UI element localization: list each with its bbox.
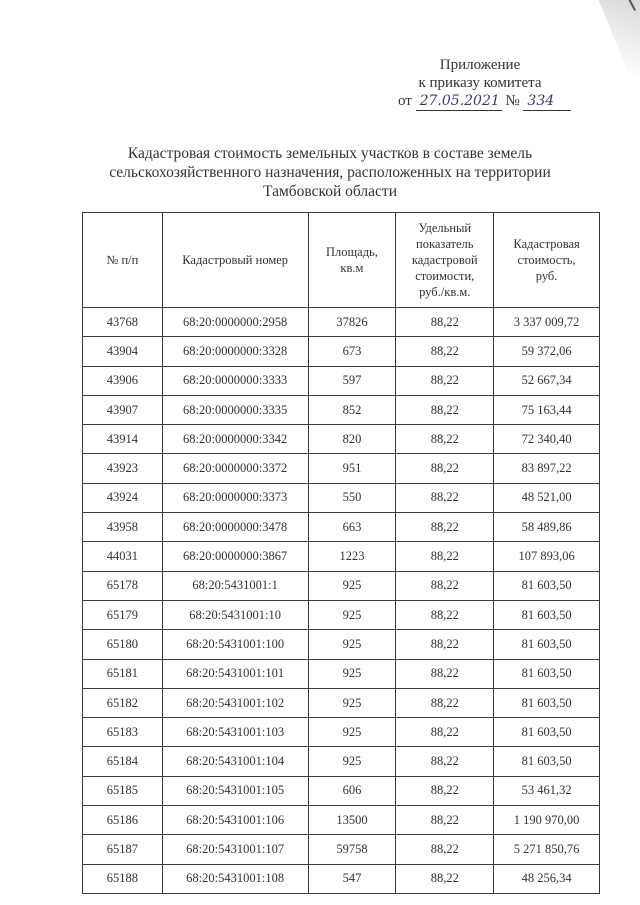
cell-area: 59758 bbox=[308, 835, 396, 864]
cell-num: 65186 bbox=[83, 806, 163, 835]
order-date: 27.05.2021 bbox=[416, 92, 502, 111]
order-number: 334 bbox=[523, 92, 571, 111]
cell-cadastral: 68:20:5431001:10 bbox=[162, 600, 308, 629]
table-row bbox=[83, 600, 600, 629]
cell-cost: 72 340,40 bbox=[494, 425, 600, 454]
cell-specific: 88,22 bbox=[396, 483, 494, 512]
cell-num: 65185 bbox=[83, 776, 163, 805]
cell-num: 43958 bbox=[83, 513, 163, 542]
cell-specific: 88,22 bbox=[396, 806, 494, 835]
cell-num: 43906 bbox=[83, 366, 163, 395]
title-line-3: Тамбовской области bbox=[263, 183, 397, 200]
cell-cost: 58 489,86 bbox=[494, 513, 600, 542]
header-cadastral: Кадастровый номер bbox=[162, 213, 308, 308]
cell-cost: 81 603,50 bbox=[494, 718, 600, 747]
cell-cost: 3 337 009,72 bbox=[494, 308, 600, 337]
cell-cost: 52 667,34 bbox=[494, 366, 600, 395]
table-row bbox=[83, 366, 600, 395]
cell-cadastral: 68:20:0000000:3333 bbox=[162, 366, 308, 395]
cell-num: 43914 bbox=[83, 425, 163, 454]
cell-area: 606 bbox=[308, 776, 396, 805]
cell-specific: 88,22 bbox=[396, 425, 494, 454]
cell-cadastral: 68:20:0000000:3342 bbox=[162, 425, 308, 454]
cell-specific: 88,22 bbox=[396, 659, 494, 688]
table-row bbox=[83, 395, 600, 424]
cell-cadastral: 68:20:5431001:102 bbox=[162, 688, 308, 717]
cell-cadastral: 68:20:5431001:100 bbox=[162, 630, 308, 659]
cell-specific: 88,22 bbox=[396, 600, 494, 629]
cell-area: 925 bbox=[308, 718, 396, 747]
cell-specific: 88,22 bbox=[396, 864, 494, 893]
cell-cost: 5 271 850,76 bbox=[494, 835, 600, 864]
cell-cadastral: 68:20:0000000:2958 bbox=[162, 308, 308, 337]
table-row bbox=[83, 454, 600, 483]
cell-cost: 48 521,00 bbox=[494, 483, 600, 512]
cell-area: 597 bbox=[308, 366, 396, 395]
cell-area: 925 bbox=[308, 747, 396, 776]
cell-cost: 81 603,50 bbox=[494, 600, 600, 629]
cell-num: 65180 bbox=[83, 630, 163, 659]
cell-cadastral: 68:20:5431001:103 bbox=[162, 718, 308, 747]
cell-cadastral: 68:20:5431001:106 bbox=[162, 806, 308, 835]
cell-cadastral: 68:20:0000000:3478 bbox=[162, 513, 308, 542]
cell-num: 65178 bbox=[83, 571, 163, 600]
header-area: Площадь, кв.м bbox=[308, 213, 396, 308]
cell-area: 925 bbox=[308, 659, 396, 688]
cell-specific: 88,22 bbox=[396, 688, 494, 717]
cell-num: 43907 bbox=[83, 395, 163, 424]
cell-area: 37826 bbox=[308, 308, 396, 337]
cell-specific: 88,22 bbox=[396, 776, 494, 805]
cell-specific: 88,22 bbox=[396, 718, 494, 747]
cell-specific: 88,22 bbox=[396, 308, 494, 337]
document-title bbox=[90, 144, 570, 201]
cell-cadastral: 68:20:5431001:101 bbox=[162, 659, 308, 688]
table-row bbox=[83, 747, 600, 776]
table-row bbox=[83, 513, 600, 542]
table-row bbox=[83, 864, 600, 893]
table-row bbox=[83, 425, 600, 454]
table-row bbox=[83, 806, 600, 835]
cell-cost: 81 603,50 bbox=[494, 688, 600, 717]
order-line bbox=[380, 92, 580, 111]
cell-specific: 88,22 bbox=[396, 513, 494, 542]
header-specific: Удельный показатель кадастровой стоимости, руб./кв.м. bbox=[396, 213, 494, 308]
cell-cost: 107 893,06 bbox=[494, 542, 600, 571]
cell-num: 43904 bbox=[83, 337, 163, 366]
cell-specific: 88,22 bbox=[396, 835, 494, 864]
order-number-label: № bbox=[505, 93, 520, 109]
cell-num: 43768 bbox=[83, 308, 163, 337]
cell-area: 925 bbox=[308, 630, 396, 659]
title-line-2: сельскохозяйственного назначения, расположенных на территории bbox=[109, 164, 551, 181]
cell-cadastral: 68:20:0000000:3335 bbox=[162, 395, 308, 424]
table-row bbox=[83, 718, 600, 747]
cell-specific: 88,22 bbox=[396, 571, 494, 600]
cell-area: 820 bbox=[308, 425, 396, 454]
appendix-order-ref: к приказу комитета bbox=[418, 75, 542, 91]
cell-area: 547 bbox=[308, 864, 396, 893]
table-row bbox=[83, 688, 600, 717]
cell-cost: 48 256,34 bbox=[494, 864, 600, 893]
cell-cadastral: 68:20:0000000:3373 bbox=[162, 483, 308, 512]
cell-area: 1223 bbox=[308, 542, 396, 571]
cell-area: 673 bbox=[308, 337, 396, 366]
cell-cadastral: 68:20:0000000:3328 bbox=[162, 337, 308, 366]
cell-specific: 88,22 bbox=[396, 630, 494, 659]
title-line-1: Кадастровая стоимость земельных участков в составе земель bbox=[127, 145, 533, 162]
cell-cadastral: 68:20:0000000:3867 bbox=[162, 542, 308, 571]
header-num: № п/п bbox=[83, 213, 163, 308]
cell-specific: 88,22 bbox=[396, 454, 494, 483]
cell-area: 550 bbox=[308, 483, 396, 512]
cell-num: 65181 bbox=[83, 659, 163, 688]
cell-specific: 88,22 bbox=[396, 337, 494, 366]
cell-cost: 81 603,50 bbox=[494, 659, 600, 688]
cell-num: 65184 bbox=[83, 747, 163, 776]
cell-cadastral: 68:20:5431001:1 bbox=[162, 571, 308, 600]
appendix-title: Приложение bbox=[439, 57, 521, 73]
cell-area: 951 bbox=[308, 454, 396, 483]
cell-specific: 88,22 bbox=[396, 747, 494, 776]
table-header-row bbox=[83, 213, 600, 308]
cell-num: 65183 bbox=[83, 718, 163, 747]
cell-cost: 83 897,22 bbox=[494, 454, 600, 483]
cell-num: 43923 bbox=[83, 454, 163, 483]
cell-cost: 59 372,06 bbox=[494, 337, 600, 366]
order-prefix: от bbox=[398, 93, 412, 109]
cell-cadastral: 68:20:5431001:108 bbox=[162, 864, 308, 893]
cell-specific: 88,22 bbox=[396, 542, 494, 571]
table-row bbox=[83, 835, 600, 864]
table-row bbox=[83, 483, 600, 512]
cell-specific: 88,22 bbox=[396, 366, 494, 395]
cell-num: 43924 bbox=[83, 483, 163, 512]
cell-area: 852 bbox=[308, 395, 396, 424]
cell-cost: 81 603,50 bbox=[494, 630, 600, 659]
header-cost: Кадастровая стоимость, руб. bbox=[494, 213, 600, 308]
cell-area: 925 bbox=[308, 600, 396, 629]
cell-cost: 53 461,32 bbox=[494, 776, 600, 805]
cell-area: 663 bbox=[308, 513, 396, 542]
cell-num: 65179 bbox=[83, 600, 163, 629]
cell-cadastral: 68:20:5431001:104 bbox=[162, 747, 308, 776]
cell-area: 13500 bbox=[308, 806, 396, 835]
cell-cadastral: 68:20:5431001:107 bbox=[162, 835, 308, 864]
table-row bbox=[83, 571, 600, 600]
table-row bbox=[83, 542, 600, 571]
cell-num: 65182 bbox=[83, 688, 163, 717]
cadastral-table bbox=[82, 212, 600, 894]
cell-num: 65188 bbox=[83, 864, 163, 893]
table-row bbox=[83, 337, 600, 366]
cell-cadastral: 68:20:0000000:3372 bbox=[162, 454, 308, 483]
cell-cadastral: 68:20:5431001:105 bbox=[162, 776, 308, 805]
table-row bbox=[83, 776, 600, 805]
cell-area: 925 bbox=[308, 571, 396, 600]
table-body bbox=[83, 308, 600, 894]
cell-cost: 75 163,44 bbox=[494, 395, 600, 424]
page-corner-fold bbox=[588, 0, 640, 100]
cell-num: 44031 bbox=[83, 542, 163, 571]
table-row bbox=[83, 659, 600, 688]
cell-cost: 81 603,50 bbox=[494, 747, 600, 776]
cell-cost: 81 603,50 bbox=[494, 571, 600, 600]
cell-specific: 88,22 bbox=[396, 395, 494, 424]
appendix-header bbox=[380, 56, 580, 111]
table-row bbox=[83, 308, 600, 337]
cell-cost: 1 190 970,00 bbox=[494, 806, 600, 835]
cell-num: 65187 bbox=[83, 835, 163, 864]
table-row bbox=[83, 630, 600, 659]
cell-area: 925 bbox=[308, 688, 396, 717]
